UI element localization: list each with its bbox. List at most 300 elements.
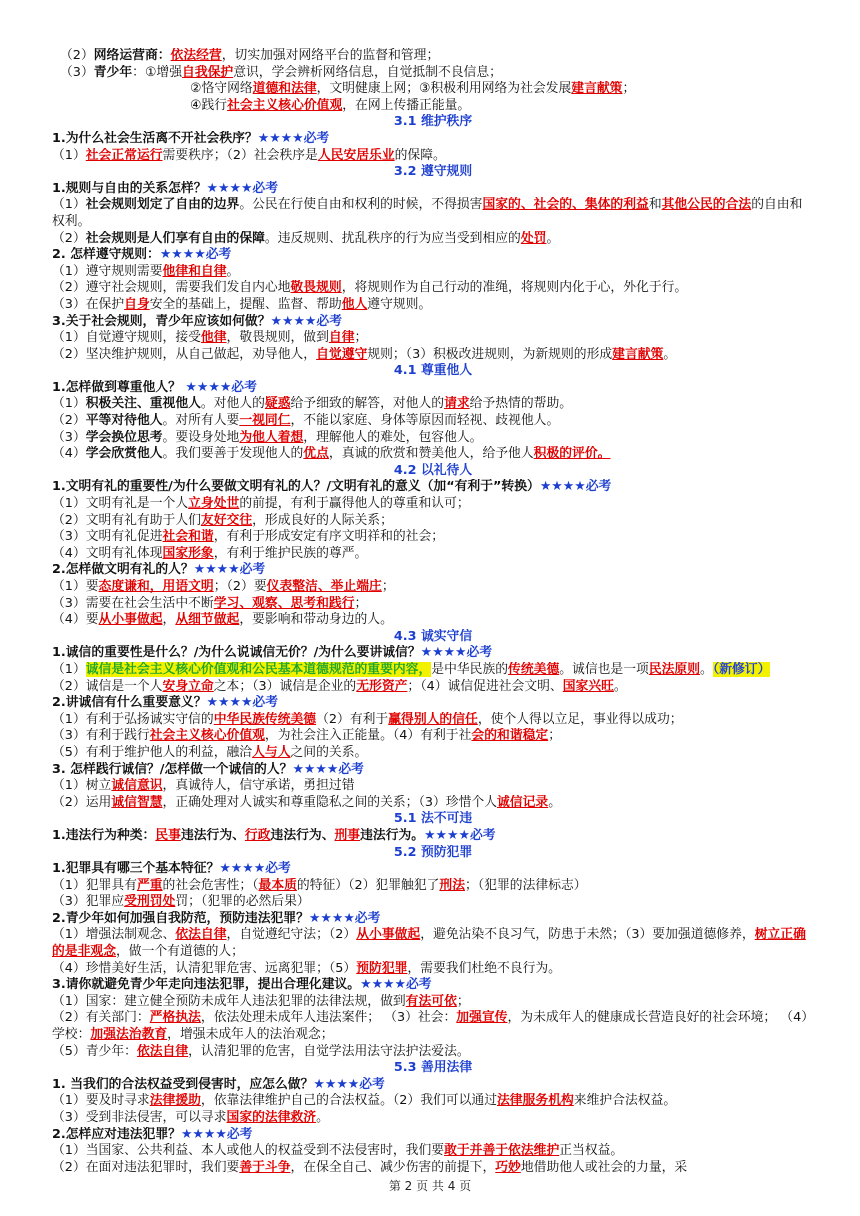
text-line — [52, 446, 814, 463]
keyword-highlight: 从小事做起 — [98, 612, 163, 628]
text-line — [52, 297, 814, 314]
text-line — [52, 579, 814, 596]
text-line — [52, 264, 814, 281]
text-line — [52, 496, 814, 513]
text-run: （1）要及时寻求 — [52, 1093, 150, 1109]
text-run: 1.诚信的重要性是什么？/为什么说诚信无价？/为什么要讲诚信？ — [52, 645, 421, 661]
text-run: 。 — [316, 1110, 329, 1125]
must-test-stars: ★★★★必考 — [180, 1126, 253, 1142]
question-heading — [52, 562, 814, 579]
question-heading — [52, 131, 814, 148]
keyword-highlight: 树立正确的是非观念 — [52, 927, 806, 960]
bold-text: 社会规则划定了自由的边界 — [85, 197, 240, 213]
must-test-stars: ★★★★必考 — [292, 761, 364, 777]
question-heading — [52, 762, 814, 779]
text-line — [52, 1143, 814, 1160]
text-run: 的特征）（2）犯罪触犯了 — [296, 877, 440, 893]
text-run: 。 — [613, 678, 627, 694]
text-line — [52, 65, 814, 82]
text-run: ，文明健康上网；③积极利用网络为社会发展 — [316, 81, 572, 97]
keyword-highlight: 立身处世 — [188, 496, 240, 512]
text-run: （2） — [52, 230, 86, 246]
text-line — [52, 1010, 814, 1043]
text-run: 之本；（3）诚信是企业的 — [213, 678, 357, 694]
text-run: （1）犯罪具有 — [52, 877, 137, 893]
text-run: （1）遵守规则需要 — [52, 263, 163, 279]
marker-highlight: （新修订） — [712, 661, 771, 677]
keyword-highlight: 法律服务机构 — [497, 1093, 574, 1109]
keyword-highlight: 安身立命 — [162, 678, 214, 694]
text-run: ，做一个有道德的人； — [115, 944, 244, 960]
text-run: ：①增强 — [132, 64, 183, 80]
keyword-highlight: 法律援助 — [149, 1093, 201, 1109]
text-run: ； — [622, 81, 636, 97]
text-run: ，增强未成年人的法治观念； — [167, 1027, 334, 1043]
text-run: ，真诚待人，信守承诺，勇担过错 — [162, 778, 355, 794]
text-run: （2）在面对违法犯罪时，我们要 — [52, 1159, 240, 1175]
keyword-highlight: 受刑罚处 — [124, 894, 176, 910]
question-heading — [52, 828, 814, 845]
must-test-stars: ★★★★必考 — [206, 180, 279, 196]
text-run: 4.3 诚实守信 — [393, 628, 473, 644]
section-heading — [52, 363, 814, 380]
question-heading — [52, 1077, 814, 1094]
text-run: 和 — [648, 197, 662, 213]
text-run: ，不能以家庭、身体等原因而轻视、歧视他人。 — [290, 413, 560, 429]
text-line — [52, 1044, 814, 1061]
text-run: （5）有利于维护他人的利益，融洽 — [52, 744, 253, 760]
keyword-highlight: 国家的法律救济 — [226, 1110, 317, 1125]
text-run: 。对他人的 — [200, 396, 265, 412]
text-line — [52, 430, 814, 447]
text-run: （3）受到非法侵害，可以寻求 — [52, 1110, 227, 1125]
must-test-stars: ★★★★必考 — [313, 1076, 385, 1092]
text-line — [52, 894, 814, 911]
question-heading — [52, 695, 814, 712]
text-run: 。 — [226, 263, 240, 279]
text-run: （4）文明有礼体现 — [52, 545, 163, 561]
keyword-highlight: 优点 — [303, 446, 329, 462]
keyword-highlight: 仪表整洁、举止端庄 — [266, 579, 382, 594]
text-run: （1）国家：建立健全预防未成年人违法犯罪的法律法规，做到 — [52, 993, 406, 1009]
keyword-highlight: 社会和谐 — [162, 529, 214, 545]
text-line — [52, 529, 814, 546]
text-run: ，有利于形成安定有序文明祥和的社会； — [213, 529, 445, 545]
text-run: （4）要 — [52, 612, 99, 628]
must-test-stars: ★★★★必考 — [193, 562, 266, 578]
text-run: ，为未成年人的健康成长营造良好的社会环境； （4）学校： — [52, 1010, 814, 1043]
text-line — [52, 48, 814, 65]
page-content — [52, 48, 814, 1176]
text-run: ，依法处理未成年人违法案件； （3）社会： — [200, 1010, 457, 1026]
text-run: ； — [354, 330, 368, 346]
text-run: 5.2 预防犯罪 — [393, 844, 473, 860]
keyword-highlight: 善于斗争 — [239, 1159, 291, 1175]
text-run: 的自由和权利。 — [52, 197, 803, 229]
text-line — [52, 596, 814, 613]
text-run: ，需要我们杜绝不良行为。 — [407, 960, 561, 976]
text-run: （3）有利于践行 — [52, 728, 150, 744]
keyword-highlight: 行政 — [244, 827, 271, 843]
text-line — [52, 396, 814, 413]
text-line — [52, 745, 814, 762]
text-line — [52, 878, 814, 895]
text-run: ②恪守网络 — [190, 81, 253, 97]
text-run: 安全的基础上，提醒、监督、帮助 — [149, 296, 342, 312]
section-heading — [52, 629, 814, 646]
keyword-highlight: 依法经营 — [170, 48, 222, 63]
text-line — [52, 81, 814, 98]
keyword-highlight: 其他公民的合法 — [661, 197, 752, 213]
text-run: 正当权益。 — [559, 1143, 624, 1159]
text-run: （1） — [52, 396, 86, 412]
text-line — [52, 679, 814, 696]
section-heading — [52, 811, 814, 828]
keyword-highlight: 自身 — [124, 296, 150, 312]
keyword-highlight: 疑惑 — [264, 396, 291, 412]
text-run: 。 — [663, 346, 677, 362]
text-run: ，有利于维护民族的尊严。 — [213, 545, 368, 561]
keyword-highlight: 敢于并善于依法维护 — [444, 1143, 560, 1159]
text-line — [52, 1093, 814, 1110]
text-run: （2） — [60, 48, 94, 63]
must-test-stars: ★★★★必考 — [420, 645, 493, 661]
keyword-highlight: 请求 — [444, 396, 470, 412]
text-run: （2）运用 — [52, 794, 112, 810]
text-run: （3）在保护 — [52, 296, 125, 312]
question-heading — [52, 479, 814, 496]
text-line — [52, 413, 814, 430]
text-run: （1）文明有礼是一个人 — [52, 496, 189, 512]
text-run: （2）诚信是一个人 — [52, 678, 163, 694]
text-run: （2）遵守社会规则，需要我们发自内心地 — [52, 280, 291, 296]
text-run: ；（4）诚信促进社会文明、 — [407, 678, 563, 694]
keyword-highlight: 态度谦和，用语文明 — [98, 579, 214, 594]
keyword-highlight: 中华民族传统美德 — [213, 711, 317, 727]
bold-text: 学会换位思考 — [85, 429, 163, 445]
section-heading — [52, 114, 814, 131]
keyword-highlight: 他律和自律 — [162, 263, 227, 279]
bold-text: 网络运营商： — [93, 48, 171, 63]
keyword-highlight: 刑法 — [439, 877, 466, 893]
text-run: ，在网上传播正能量。 — [342, 97, 471, 113]
must-test-stars: ★★★★必考 — [159, 247, 232, 263]
text-run: 。诚信也是一项 — [559, 661, 649, 677]
text-run: 的前提，有利于赢得他人的尊重和认可； — [239, 496, 470, 512]
section-heading — [52, 164, 814, 181]
text-run: ；（犯罪的法律标志） — [465, 877, 587, 893]
keyword-highlight: 民事 — [155, 827, 181, 843]
text-run: 的社会危害性；（ — [162, 877, 259, 893]
text-run: 2.怎样应对违法犯罪？ — [52, 1126, 181, 1142]
text-run: ， — [162, 612, 176, 628]
text-run: ； — [354, 595, 368, 611]
text-run: 4.2 以礼待人 — [393, 462, 473, 478]
keyword-highlight: 依法自律 — [136, 1043, 189, 1059]
text-line — [52, 994, 814, 1011]
must-test-stars: ★★★★必考 — [360, 977, 432, 993]
text-run: 2.怎样做文明有礼的人？ — [52, 562, 194, 578]
text-run: ，依靠法律维护自己的合法权益。（2）我们可以通过 — [200, 1093, 497, 1109]
text-run: ，在保全自己、减少伤害的前提下， — [290, 1159, 496, 1175]
text-run: ； — [381, 579, 395, 594]
keyword-highlight: 传统美德 — [508, 661, 560, 677]
text-run: ，要影响和带动身边的人。 — [239, 612, 393, 628]
text-run: （3） — [60, 64, 94, 80]
text-run: （1）有利于弘扬诚实守信的 — [52, 711, 214, 727]
text-line — [52, 280, 814, 297]
text-run: （1） — [52, 147, 86, 163]
keyword-highlight: 社会主义核心价值观 — [149, 728, 265, 744]
question-heading — [52, 247, 814, 264]
text-run: （2）文明有礼有助于人们 — [52, 512, 201, 528]
text-run: 2. 怎样遵守规则： — [52, 247, 160, 263]
text-line — [52, 1110, 814, 1127]
keyword-highlight: 预防犯罪 — [356, 960, 408, 976]
keyword-highlight: 国家的、社会的、集体的利益 — [482, 197, 649, 213]
text-run: 罚；（犯罪的必然后果） — [175, 894, 310, 910]
keyword-highlight: 为他人着想 — [239, 429, 304, 445]
text-run: 1.为什么社会生活离不开社会秩序？ — [52, 130, 258, 146]
text-line — [52, 778, 814, 795]
text-run: 3.关于社会规则，青少年应该如何做？ — [52, 313, 271, 329]
text-line — [52, 546, 814, 563]
must-test-stars: ★★★★必考 — [539, 479, 612, 495]
text-line — [52, 330, 814, 347]
text-run: （1）增强法制观念、 — [52, 927, 176, 943]
text-run: 的保障。 — [394, 147, 446, 163]
text-line — [52, 513, 814, 530]
keyword-highlight: 积极的评价。 — [533, 446, 611, 462]
keyword-highlight: 刑事 — [334, 827, 361, 843]
keyword-highlight: 诚信记录 — [497, 794, 549, 810]
text-line — [52, 197, 814, 230]
keyword-highlight: 依法自律 — [175, 927, 227, 943]
text-run: （1）自觉遵守规则，接受 — [52, 330, 201, 346]
text-run: （3）文明有礼促进 — [52, 529, 163, 545]
text-run: （2）有关部门： — [52, 1010, 150, 1026]
text-run: 给予细致的解答，对他人的 — [290, 396, 445, 412]
text-run: ，理解他人的难处，包容他人。 — [303, 429, 483, 445]
text-line — [52, 927, 814, 960]
question-heading — [52, 314, 814, 331]
keyword-highlight: 人民安居乐业 — [317, 147, 395, 163]
text-run: 意识，学会辨析网络信息，自觉抵制不良信息； — [233, 64, 502, 80]
keyword-highlight: 他律 — [200, 330, 227, 346]
marker-highlight: 诚信是社会主义核心价值观和公民基本道德规范的重要内容， — [85, 661, 432, 677]
question-heading — [52, 645, 814, 662]
keyword-highlight: 建言献策 — [612, 346, 664, 362]
question-heading — [52, 977, 814, 994]
text-run: 2.青少年如何加强自我防范，预防违法犯罪？ — [52, 910, 309, 926]
text-run: ，切实加强对网络平台的监督和管理； — [221, 48, 440, 63]
text-run: 违法行为、 — [270, 827, 335, 843]
text-run: 1.规则与自由的关系怎样？ — [52, 180, 207, 196]
text-run: （3） — [52, 429, 86, 445]
keyword-highlight: 敬畏规则 — [290, 280, 342, 296]
text-run: 之间的关系。 — [290, 744, 368, 760]
text-run: 是中华民族的 — [431, 661, 509, 677]
text-run: ，真诚的欣赏和赞美他人，给予他人 — [328, 446, 534, 462]
must-test-stars: ★★★★必考 — [424, 827, 496, 843]
keyword-highlight: 学习、观察、思考和践行 — [213, 595, 355, 611]
text-run: 遵守规则。 — [367, 296, 432, 312]
bold-text: 青少年 — [93, 64, 133, 80]
text-run: 规则；（3）积极改进规则，为新规则的形成 — [367, 346, 613, 362]
text-run: 3.1 维护秩序 — [393, 114, 473, 130]
text-run: 。要设身处地 — [162, 429, 240, 445]
bold-text: 学会欣赏他人 — [85, 446, 163, 462]
text-run: 3.2 遵守规则 — [393, 164, 473, 180]
text-line — [52, 961, 814, 978]
text-line — [52, 712, 814, 729]
must-test-stars: ★★★★必考 — [257, 130, 330, 146]
bold-text: 社会规则是人们享有自由的保障 — [85, 230, 265, 246]
must-test-stars: ★★★★必考 — [270, 313, 342, 329]
text-run: 3.请你就避免青少年走向违法犯罪，提出合理化建议。 — [52, 977, 361, 993]
text-run: 4.1 尊重他人 — [393, 363, 473, 379]
question-heading — [52, 181, 814, 198]
keyword-highlight: 他人 — [341, 296, 368, 312]
text-line — [52, 347, 814, 364]
keyword-highlight: 道德和法律 — [252, 81, 317, 97]
text-run: （1）当国家、公共利益、本人或他人的权益受到不法侵害时，我们要 — [52, 1143, 445, 1159]
text-run: 。我们要善于发现他人的 — [162, 446, 304, 462]
question-heading — [52, 1127, 814, 1144]
text-run: 地借助他人或社会的力量，采 — [520, 1159, 688, 1175]
text-run: （1） — [52, 661, 86, 677]
text-run: （3）需要在社会生活中不断 — [52, 595, 214, 611]
text-run: ，为社会注入正能量。（4）有利于社 — [264, 728, 472, 744]
keyword-highlight: 国家形象 — [162, 545, 214, 561]
bold-text: 平等对待他人 — [85, 413, 163, 429]
text-line — [52, 148, 814, 165]
section-heading — [52, 463, 814, 480]
text-run: 来维护合法权益。 — [573, 1093, 677, 1109]
text-line — [52, 662, 814, 679]
text-run: （4） — [52, 446, 86, 462]
must-test-stars: ★★★★必考 — [206, 695, 279, 711]
text-run: 违法行为、 — [180, 827, 245, 843]
text-run: ； — [548, 728, 561, 744]
text-run: ； — [456, 993, 470, 1009]
must-test-stars: ★★★★必考 — [308, 910, 381, 926]
text-run: ，形成良好的人际关系； — [252, 512, 393, 528]
text-run: ，避免沾染不良习气，防患于未然；（3）要加强道德修养， — [420, 927, 755, 943]
text-run: ；（2）要 — [213, 579, 267, 594]
text-run: （2） — [52, 413, 86, 429]
text-run: （5）青少年： — [52, 1043, 137, 1059]
keyword-highlight: 会的和谐稳定 — [471, 728, 549, 744]
keyword-highlight: 自我保护 — [182, 64, 234, 80]
text-run: 违法行为。 — [360, 827, 425, 843]
keyword-highlight: 民法原则 — [648, 661, 700, 677]
text-run: （1）要 — [52, 579, 99, 594]
text-run: ，敬畏规则，做到 — [226, 330, 329, 346]
text-run: （4）珍惜美好生活，认清犯罪危害、远离犯罪；（5） — [52, 960, 357, 976]
text-run: 3. 怎样践行诚信？/怎样做一个诚信的人？ — [52, 761, 293, 777]
keyword-highlight: 处罚 — [520, 230, 547, 246]
question-heading — [52, 911, 814, 928]
text-run: 1.怎样做到尊重他人？ — [52, 379, 186, 395]
keyword-highlight: 严重 — [136, 877, 163, 893]
keyword-highlight: 友好交往 — [200, 512, 253, 528]
keyword-highlight: 自律 — [328, 330, 355, 346]
text-line — [52, 1160, 814, 1177]
text-run: 。 — [548, 794, 561, 810]
keyword-highlight: 最本质 — [258, 877, 297, 893]
keyword-highlight: 诚信意识 — [111, 778, 163, 794]
text-run: 1.违法行为种类： — [52, 827, 156, 843]
text-run: ，自觉遵纪守法；（2） — [226, 927, 357, 943]
text-run: 。违反规则、扰乱秩序的行为应当受到相应的 — [264, 230, 521, 246]
question-heading — [52, 861, 814, 878]
keyword-highlight: 无形资产 — [356, 678, 408, 694]
text-run: ，认清犯罪的危害，自觉学法用法守法护法爱法。 — [188, 1043, 470, 1059]
text-run: 。 — [546, 230, 560, 246]
keyword-highlight: 社会正常运行 — [85, 147, 163, 163]
text-run: 1.文明有礼的重要性/为什么要做文明有礼的人？/文明有礼的意义（加“有利于”转换） — [52, 479, 540, 495]
keyword-highlight: 严格执法 — [149, 1010, 201, 1026]
text-run: 5.1 法不可违 — [393, 811, 473, 827]
text-run: 5.3 善用法律 — [393, 1060, 473, 1076]
text-run: 需要秩序；（2）社会秩序是 — [162, 147, 318, 163]
keyword-highlight: 赢得别人的信任 — [388, 711, 478, 727]
text-line — [52, 612, 814, 629]
keyword-highlight: 有法可依 — [405, 993, 457, 1009]
keyword-highlight: 社会主义核心价值观 — [227, 97, 343, 113]
keyword-highlight: 自觉遵守 — [316, 346, 368, 362]
keyword-highlight: 巧妙 — [495, 1159, 521, 1175]
section-heading — [52, 845, 814, 862]
question-heading — [52, 380, 814, 397]
section-heading — [52, 1060, 814, 1077]
text-run: 2.讲诚信有什么重要意义？ — [52, 695, 207, 711]
page-footer: 第 2 页 共 4 页 — [388, 1179, 472, 1193]
text-run: ④践行 — [190, 97, 228, 113]
text-run: 。公民在行使自由和权利的时候，不得损害 — [239, 197, 483, 213]
text-run: ，正确处理对人诚实和尊重隐私之间的关系；（3）珍惜个人 — [162, 794, 497, 810]
text-run: 1. 当我们的合法权益受到侵害时，应怎么做？ — [52, 1076, 314, 1092]
text-run: （1）树立 — [52, 778, 112, 794]
text-run: 给予热情的帮助。 — [469, 396, 573, 412]
keyword-highlight: 诚信智慧 — [111, 794, 163, 810]
text-line — [52, 231, 814, 248]
must-test-stars: ★★★★必考 — [185, 379, 257, 395]
keyword-highlight: 国家兴旺 — [562, 678, 614, 694]
keyword-highlight: 人与人 — [252, 744, 291, 760]
text-run: （2）有利于 — [316, 711, 389, 727]
text-run: ，使个人得以立足，事业得以成功； — [477, 711, 683, 727]
text-line — [52, 98, 814, 115]
text-line — [52, 795, 814, 812]
text-run: 。对所有人要 — [162, 413, 240, 429]
bold-text: 积极关注、重视他人 — [85, 396, 201, 412]
text-run: 。 — [700, 661, 713, 677]
text-run: ，将规则作为自己行动的准绳，将规则内化于心，外化于行。 — [341, 280, 688, 296]
keyword-highlight: 加强宣传 — [456, 1010, 508, 1026]
text-run: （1） — [52, 197, 86, 213]
text-run: 1.犯罪具有哪三个基本特征？ — [52, 861, 220, 877]
keyword-highlight: 建言献策 — [571, 81, 623, 97]
keyword-highlight: 从小事做起 — [356, 927, 421, 943]
must-test-stars: ★★★★必考 — [219, 861, 291, 877]
keyword-highlight: 一视同仁 — [239, 413, 291, 429]
text-run: （2）坚决维护规则，从自己做起，劝导他人， — [52, 346, 317, 362]
text-line — [52, 728, 814, 745]
text-run: （3）犯罪应 — [52, 894, 125, 910]
keyword-highlight: 从细节做起 — [175, 612, 240, 628]
